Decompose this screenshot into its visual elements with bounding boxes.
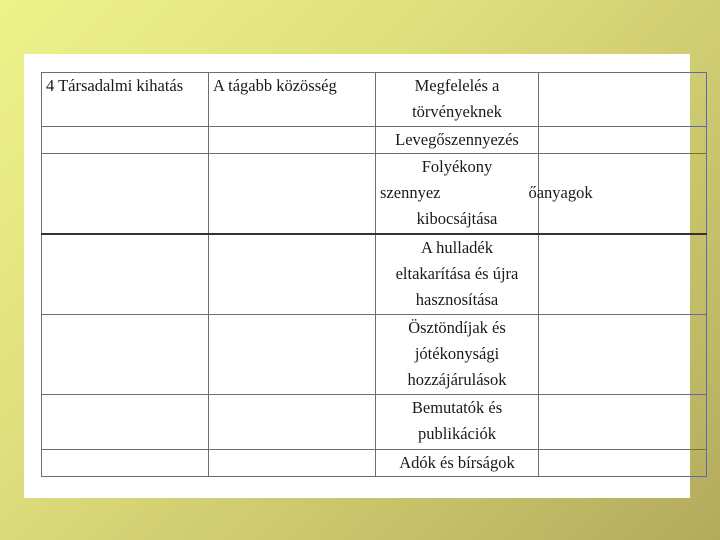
cell-line: Levegőszennyezés bbox=[395, 130, 519, 149]
table-cell-empty bbox=[42, 127, 209, 154]
header-cell-legal-compliance bbox=[376, 73, 539, 127]
cell-line: Bemutatók és bbox=[411, 398, 503, 417]
table-row bbox=[42, 127, 707, 154]
cell-line: szennyez bbox=[380, 183, 441, 202]
table-cell-item bbox=[376, 154, 593, 234]
header-cell-social-impact: 4 Társadalmi kihatás bbox=[42, 73, 209, 127]
table-cell-empty bbox=[209, 234, 376, 315]
social-impact-table bbox=[41, 72, 707, 477]
table-cell-empty bbox=[42, 450, 209, 477]
table-cell-item bbox=[376, 450, 539, 477]
table-cell-empty bbox=[209, 315, 376, 395]
table-cell-empty bbox=[209, 127, 376, 154]
table-cell-empty bbox=[539, 315, 707, 395]
table-cell-empty bbox=[209, 154, 376, 234]
table-row bbox=[42, 315, 707, 395]
cell-line: őanyagok bbox=[528, 183, 593, 202]
table-cell-item bbox=[376, 315, 539, 395]
table-cell-empty bbox=[42, 234, 209, 315]
cell-line: A hulladék bbox=[421, 237, 493, 257]
cell-line: Ösztöndíjak és bbox=[408, 318, 506, 337]
table-header-row bbox=[42, 73, 707, 127]
table-cell-item bbox=[376, 395, 539, 450]
table-row bbox=[42, 154, 707, 234]
table-row bbox=[42, 450, 707, 477]
table-cell-empty bbox=[42, 315, 209, 395]
header-line: Megfelelés a bbox=[414, 76, 500, 95]
table-cell-empty bbox=[42, 154, 209, 234]
header-line: törvényeknek bbox=[412, 102, 502, 121]
cell-line: eltakarítása és újra bbox=[395, 263, 519, 283]
table-cell-empty bbox=[209, 450, 376, 477]
table-cell-empty bbox=[539, 450, 707, 477]
cell-line: Folyékony bbox=[421, 157, 493, 176]
cell-line: kibocsájtása bbox=[416, 209, 498, 228]
cell-line: hasznosítása bbox=[415, 289, 499, 309]
table-cell-item bbox=[376, 234, 539, 315]
cell-line-split bbox=[380, 180, 593, 206]
cell-line: jótékonysági bbox=[414, 344, 500, 363]
table-cell-empty bbox=[42, 395, 209, 450]
cell-line: hozzájárulások bbox=[407, 370, 507, 389]
table-row bbox=[42, 234, 707, 315]
header-cell-wider-community: A tágabb közösség bbox=[209, 73, 376, 127]
table-cell-item bbox=[376, 127, 539, 154]
header-cell-empty bbox=[539, 73, 707, 127]
table-cell-empty bbox=[209, 395, 376, 450]
table-cell-empty bbox=[539, 395, 707, 450]
cell-line: Adók és bírságok bbox=[399, 453, 515, 472]
table-cell-empty bbox=[539, 127, 707, 154]
table-cell-empty bbox=[539, 234, 707, 315]
cell-line: publikációk bbox=[418, 424, 496, 443]
slide-panel bbox=[24, 54, 690, 498]
table-row bbox=[42, 395, 707, 450]
